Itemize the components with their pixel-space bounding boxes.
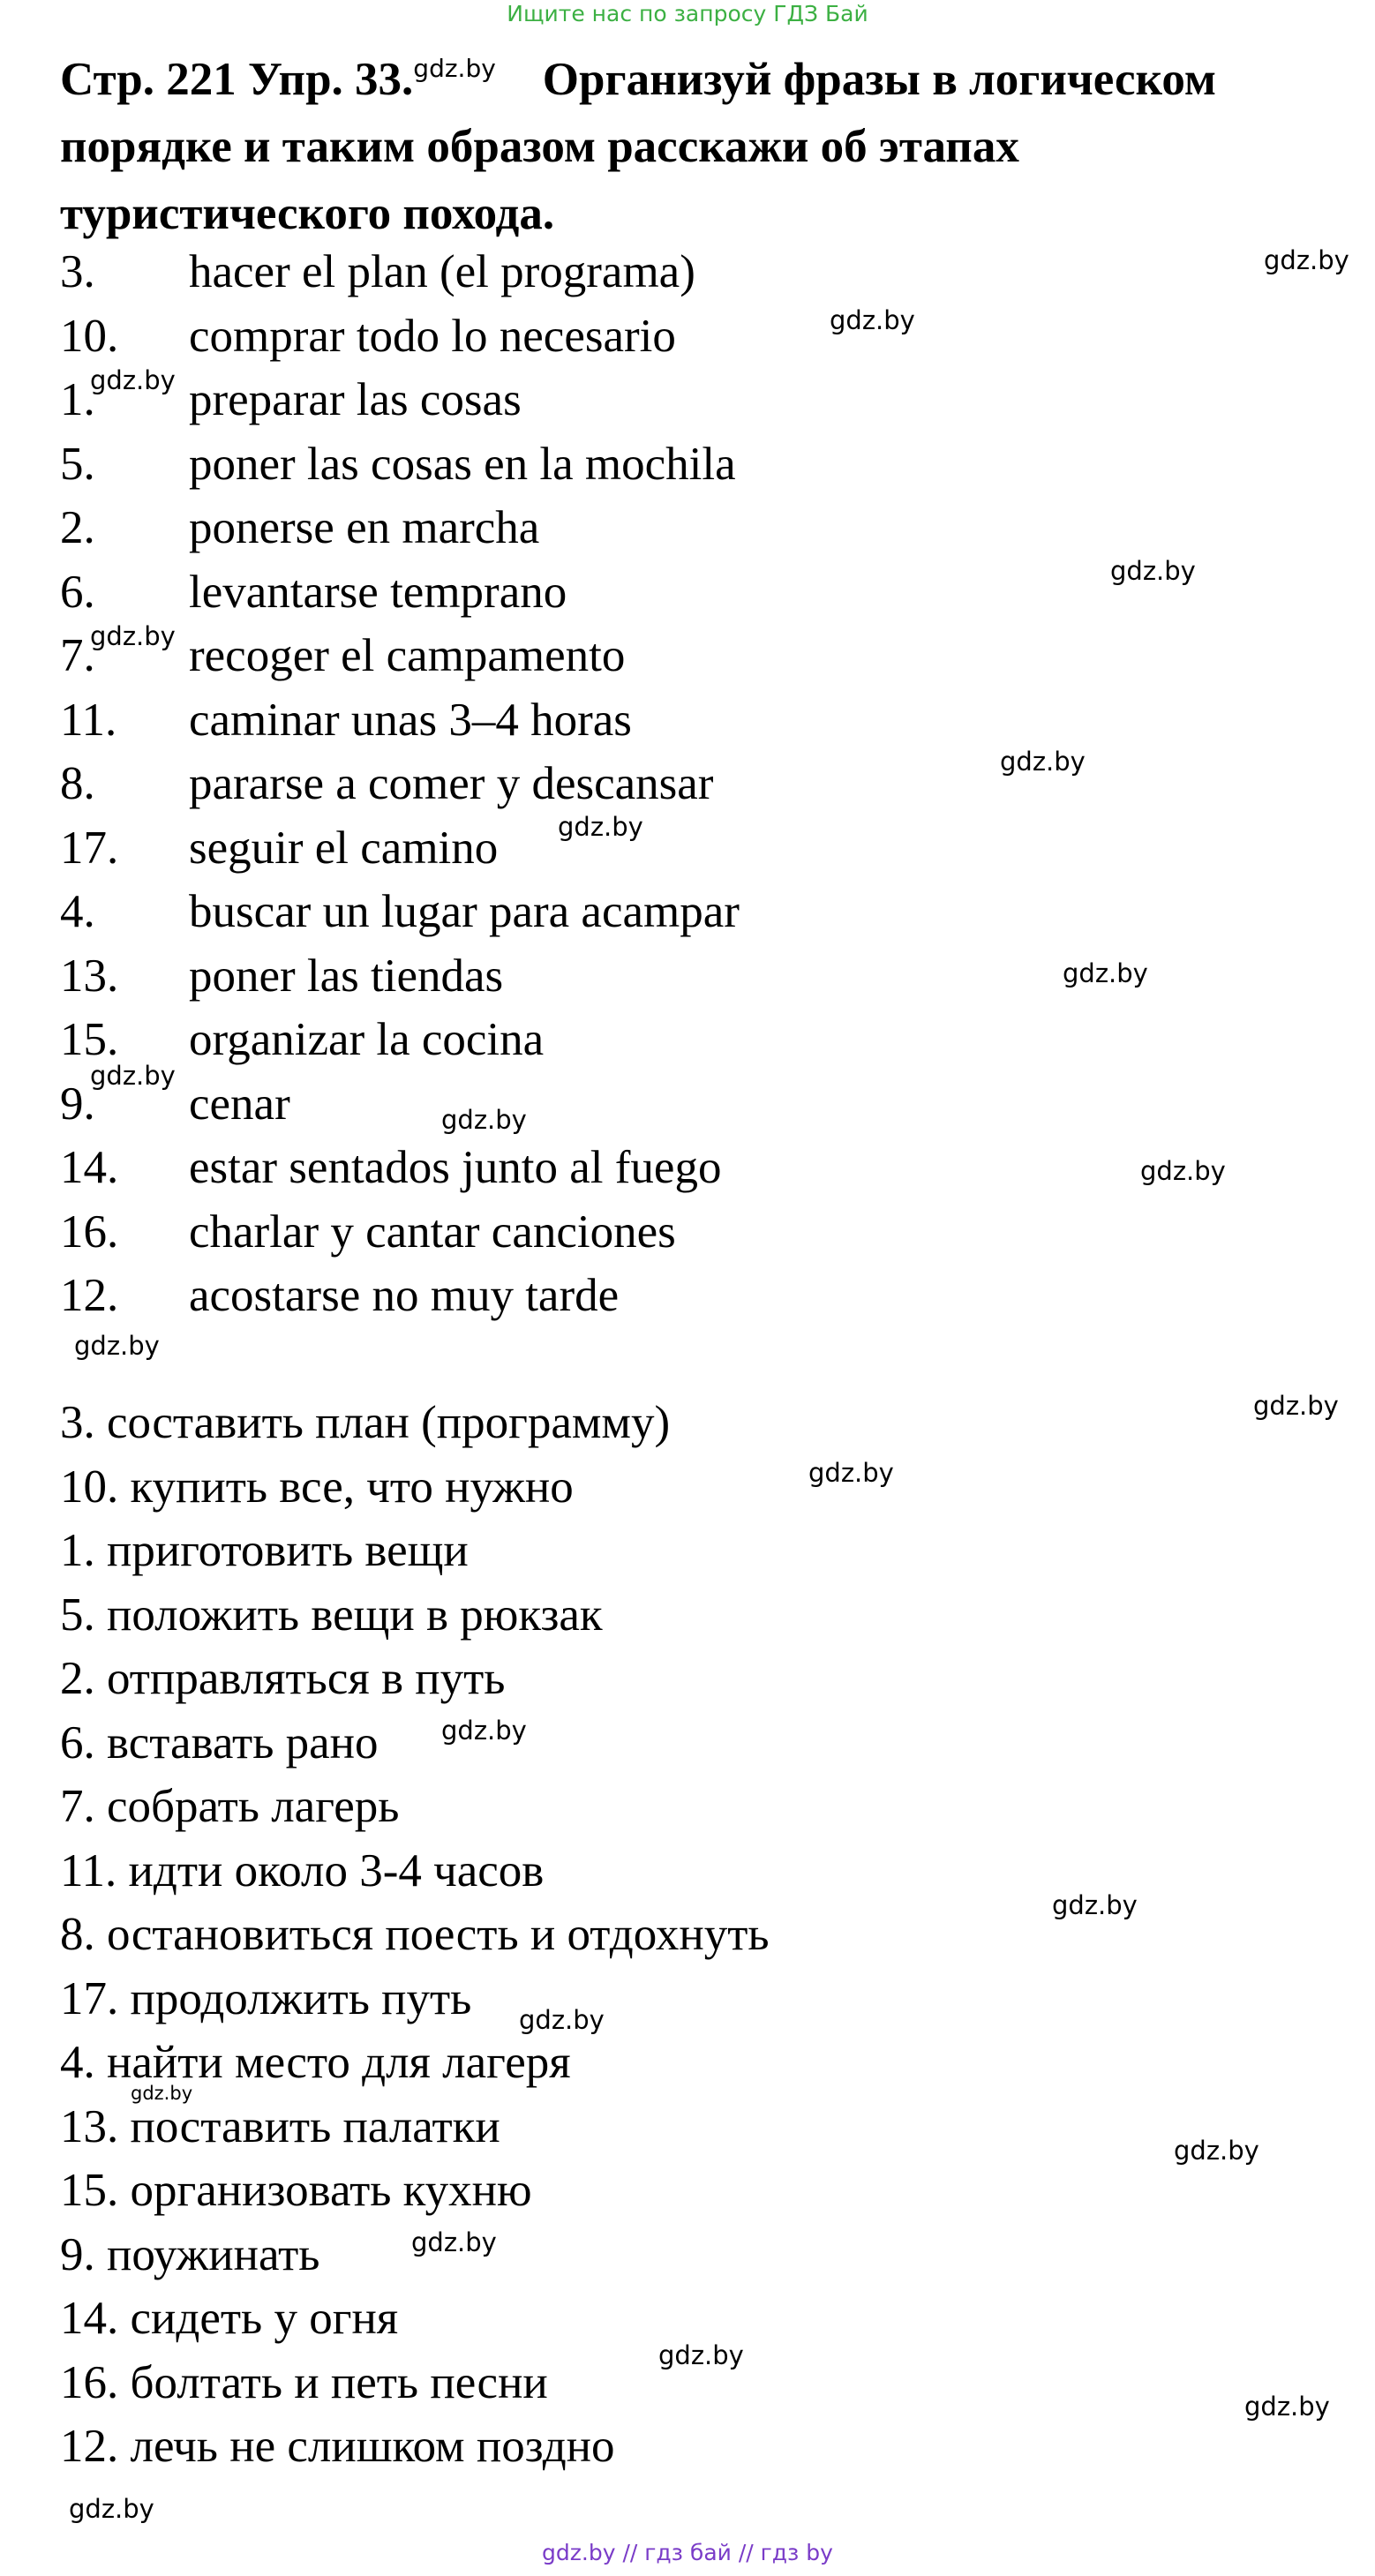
item-number: 8. [60,758,95,809]
item-number: 15. [60,1014,119,1065]
russian-item: 2. отправляться в путь [60,1653,506,1704]
russian-item: 10. купить все, что нужно [60,1461,574,1513]
watermark: gdz.by [1174,2136,1259,2166]
watermark: gdz.by [1253,1391,1339,1421]
spanish-item [60,880,740,944]
item-number: 4. [60,886,95,937]
watermark: gdz.by [1110,556,1196,586]
watermark: gdz.by [441,1105,527,1135]
watermark: gdz.by [441,1716,527,1746]
item-number: 1. [60,374,95,425]
item-text: recoger el campamento [189,630,626,681]
watermark: gdz.by [90,621,176,651]
item-text: acostarse no muy tarde [189,1270,620,1321]
russian-item: 16. болтать и петь песни [60,2356,548,2408]
item-number: 3. [60,246,95,297]
russian-item: 4. найти место для лагеря [60,2037,571,2088]
item-number: 7. [60,630,95,681]
watermark: gdz.by [558,812,643,842]
russian-item: 12. лечь не слишком поздно [60,2421,615,2472]
item-number: 12. [60,1270,119,1321]
item-text: charlar y cantar canciones [189,1205,676,1258]
search-banner[interactable]: Ищите нас по запросу ГДЗ Бай [507,1,868,26]
item-number: 5. [60,438,95,490]
watermark: gdz.by [1063,958,1148,988]
footer-links: gdz.by // гдз бай // гдз by [542,2540,833,2565]
item-text: organizar la cocina [189,1014,545,1065]
watermark: gdz.by [1000,747,1086,777]
russian-item: 8. остановиться поесть и отдохнуть [60,1909,770,1960]
watermark: gdz.by [830,305,915,335]
russian-item: 14. сидеть у огня [60,2293,399,2344]
russian-list [60,1391,770,2479]
spanish-item [60,304,740,369]
spanish-item [60,1136,740,1200]
spanish-item [60,496,740,560]
spanish-item [60,240,740,304]
watermark: gdz.by [90,365,176,395]
item-text: buscar un lugar para acampar [189,886,740,937]
spanish-list [60,240,740,1328]
item-number: 17. [60,822,119,874]
item-number: 2. [60,502,95,553]
item-text: pararse a comer y descansar [189,758,714,809]
watermark-title: gdz.by [413,54,496,83]
russian-item: 13. поставить палатки [60,2100,500,2152]
spanish-item [60,1264,740,1328]
russian-item: 3. составить план (программу) [60,1397,671,1448]
watermark: gdz.by [1140,1156,1226,1186]
spanish-item [60,1200,740,1265]
item-number: 6. [60,566,95,618]
russian-item: 17. продолжить путь [60,1972,472,2024]
watermark: gdz.by [658,2340,744,2370]
exercise-task: Организуй фразы в логическом порядке и таким образом расскажи об этапах туристического похода. [60,54,1216,239]
spanish-item [60,688,740,753]
russian-item: 1. приготовить вещи [60,1525,469,1576]
item-text: preparar las cosas [189,374,522,425]
item-number: 9. [60,1078,95,1130]
item-text: caminar unas 3–4 horas [189,694,632,746]
item-text: hacer el plan (el programa) [189,246,695,297]
item-number: 11. [60,694,117,746]
russian-item: 7. собрать лагерь [60,1781,400,1832]
watermark: gdz.by [131,2083,193,2104]
item-text: levantarse temprano [189,566,567,618]
russian-item: 11. идти около 3-4 часов [60,1844,545,1896]
item-text: ponerse en marcha [189,502,540,553]
watermark: gdz.by [74,1331,160,1361]
watermark: gdz.by [90,1061,176,1091]
item-number: 16. [60,1205,119,1258]
item-text: poner las cosas en la mochila [189,438,736,490]
watermark: gdz.by [519,2005,605,2035]
watermark: gdz.by [1244,2392,1330,2422]
watermark: gdz.by [1052,1890,1138,1920]
item-number: 14. [60,1142,119,1193]
russian-item: 5. положить вещи в рюкзак [60,1588,603,1641]
exercise-title [60,46,1349,247]
spanish-item [60,432,740,497]
item-text: poner las tiendas [189,950,504,1002]
russian-item: 9. поужинать [60,2228,320,2280]
spanish-item [60,560,740,625]
spanish-item [60,944,740,1009]
russian-item: 15. организовать кухню [60,2165,532,2216]
item-text: estar sentados junto al fuego [189,1142,722,1193]
exercise-ref: Стр. 221 Упр. 33. [60,54,414,105]
russian-item: 6. вставать рано [60,1716,379,1769]
item-text: cenar [189,1078,290,1130]
watermark: gdz.by [808,1458,894,1488]
item-number: 10. [60,310,119,362]
watermark: gdz.by [411,2227,497,2257]
item-text: comprar todo lo necesario [189,310,676,362]
item-number: 13. [60,950,119,1002]
item-text: seguir el camino [189,822,499,874]
watermark: gdz.by [69,2494,154,2524]
spanish-item [60,752,740,816]
watermark: gdz.by [1264,245,1349,275]
